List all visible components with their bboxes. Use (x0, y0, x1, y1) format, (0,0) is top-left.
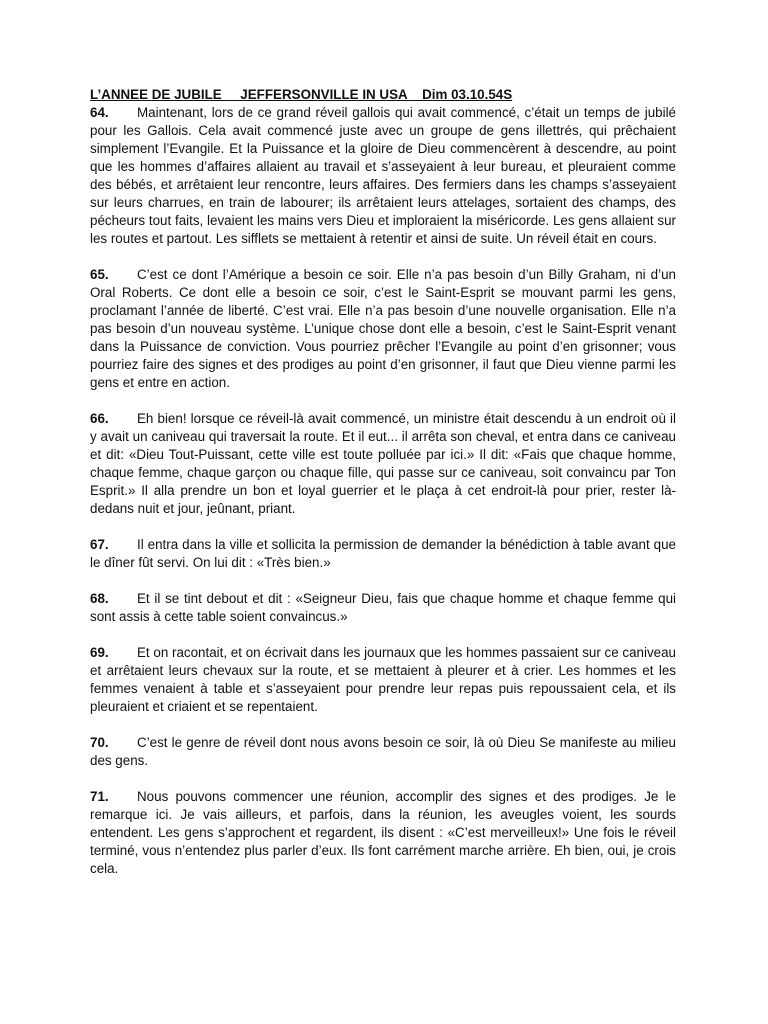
paragraph-67 (90, 536, 676, 572)
paragraph-text: Eh bien! lorsque ce réveil-là avait commencé, un ministre était descendu à un endroit où il y avait un caniveau qui traversait la route. Et il eut... il arrêta son cheval, et entra dans ce caniveau et dit: «Dieu Tout-Puissant, cette ville est toute polluée par ici.» Il dit: «Fais que chaque homme, chaque femme, chaque garçon ou chaque fille, qui passe sur ce caniveau, soit convaincu par Ton Esprit.» Il alla prendre un bon et loyal guerrier et le plaça à cet endroit-là pour prier, rester là-dedans nuit et jour, jeûnant, priant. (90, 411, 676, 516)
paragraph-71 (90, 788, 676, 878)
paragraph-66 (90, 410, 676, 518)
paragraph-text: Et il se tint debout et dit : «Seigneur Dieu, fais que chaque homme et chaque femme qui sont assis à cette table soient convaincus.» (90, 591, 676, 624)
document-header: L’ANNEE DE JUBILE JEFFERSONVILLE IN USA Dim 03.10.54S (90, 87, 513, 102)
paragraph-text: C’est le genre de réveil dont nous avons besoin ce soir, là où Dieu Se manifeste au milieu des gens. (90, 735, 676, 768)
paragraph-number: 70. (90, 735, 109, 750)
paragraph-number: 68. (90, 591, 109, 606)
paragraph-68 (90, 590, 676, 626)
paragraph-number: 67. (90, 537, 109, 552)
paragraph-text: Et on racontait, et on écrivait dans les journaux que les hommes passaient sur ce caniveau et arrêtaient leurs chevaux sur la route, et se mettaient à pleurer et à crier. Les hommes et les femmes venaient à table et s’asseyaient pour prendre leur repas puis repoussaient cela, et ils pleuraient et criaient et se repentaient. (90, 645, 676, 714)
paragraph-number: 66. (90, 411, 109, 426)
paragraph-text: Maintenant, lors de ce grand réveil gallois qui avait commencé, c’était un temps de jubilé pour les Gallois. Cela avait commencé juste avec un groupe de gens illettrés, qui prêchaient simplement l’Evangile. Et la Puissance et la gloire de Dieu commencèrent à descendre, au point que les hommes d’affaires allaient au travail et s’asseyaient à leur bureau, et pleuraient comme des bébés, et arrêtaient leur rencontre, leurs affaires. Des fermiers dans les champs s’asseyaient sur leurs charrues, en train de labourer; ils arrêtaient leurs attelages, sortaient des champs, des pécheurs tout faits, levaient les mains vers Dieu et imploraient la miséricorde. Les gens allaient sur les routes et partout. Les sifflets se mettaient à retentir et ainsi de suite. Un réveil était en cours. (90, 105, 676, 246)
paragraph-number: 69. (90, 645, 109, 660)
document-page (90, 86, 676, 896)
paragraph-text: Il entra dans la ville et sollicita la permission de demander la bénédiction à table avant que le dîner fût servi. On lui dit : «Très bien.» (90, 537, 676, 570)
paragraph-number: 71. (90, 789, 109, 804)
paragraph-65 (90, 266, 676, 392)
paragraph-text: C’est ce dont l’Amérique a besoin ce soir. Elle n’a pas besoin d’un Billy Graham, ni d’un Oral Roberts. Ce dont elle a besoin ce soir, c’est le Saint-Esprit se mouvant parmi les gens, proclamant l’année de liberté. C’est vrai. Elle n’a pas besoin d’une nouvelle organisation. Elle n’a pas besoin d’un nouveau système. L’unique chose dont elle a besoin, c’est le Saint-Esprit venant dans la Puissance de conviction. Vous pourriez prêcher l’Evangile au point d’en grisonner; vous pourriez faire des signes et des prodiges au point d’en grisonner, il faut que Dieu vienne parmi les gens et entre en action. (90, 267, 676, 390)
paragraph-number: 64. (90, 105, 109, 120)
paragraph-70 (90, 734, 676, 770)
paragraph-64 (90, 104, 676, 248)
paragraph-69 (90, 644, 676, 716)
paragraph-number: 65. (90, 267, 109, 282)
paragraph-text: Nous pouvons commencer une réunion, accomplir des signes et des prodiges. Je le remarque ici. Je vais ailleurs, et parfois, dans la réunion, les aveugles voient, les sourds entendent. Les gens s’approchent et regardent, ils disent : «C’est merveilleux!» Une fois le réveil terminé, vous n’entendez plus parler d’eux. Ils font carrément marche arrière. Eh bien, oui, je crois cela. (90, 789, 676, 876)
